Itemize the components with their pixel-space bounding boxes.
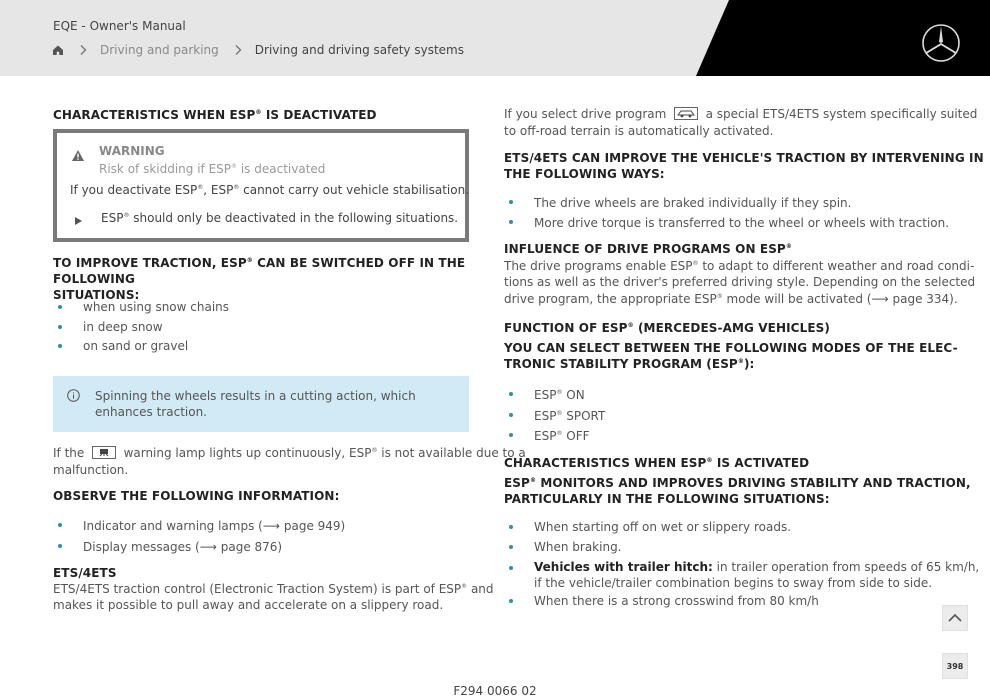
brand-panel <box>0 0 990 76</box>
list-item: on sand or gravel <box>53 337 229 357</box>
list-item: When there is a strong crosswind from 80 km/h <box>504 592 979 612</box>
drive-program-paragraph: If you select drive program a special ETS/4ETS system specifically suited to off-road terrain is automatically activated. <box>504 107 978 138</box>
heading-esp-activated: CHARACTERISTICS WHEN ESP® IS ACTIVATED <box>504 456 810 470</box>
warning-text: If you deactivate ESP®, ESP® cannot carry out vehicle stabilisation. <box>70 183 470 197</box>
scroll-to-top-button[interactable] <box>942 605 968 631</box>
warning-subtitle: Risk of skidding if ESP® is deactivated <box>99 162 326 176</box>
situations-list <box>53 298 229 357</box>
breadcrumb-item-current: Driving and driving safety systems <box>254 43 464 57</box>
ets-paragraph: ETS/4ETS traction control (Electronic Traction System) is part of ESP® and makes it possible to pull away and accelerate on a slippery road. <box>53 582 494 612</box>
info-icon <box>67 389 80 402</box>
heading-ets-improve: ETS/4ETS CAN IMPROVE THE VEHICLE'S TRACTION BY INTERVENING IN THE FOLLOWING WAYS: <box>504 151 984 181</box>
list-item[interactable]: Indicator and warning lamps (⟶ page 949) <box>53 516 345 537</box>
heading-esp-deactivated: CHARACTERISTICS WHEN ESP® IS DEACTIVATED <box>53 108 377 122</box>
heading-influence-drive-programs: INFLUENCE OF DRIVE PROGRAMS ON ESP® <box>504 242 792 256</box>
esp-modes-list <box>504 385 605 447</box>
heading-observe-information: OBSERVE THE FOLLOWING INFORMATION: <box>53 489 340 503</box>
warning-box <box>53 129 469 242</box>
chevron-up-icon <box>943 606 967 630</box>
list-item: The drive wheels are braked individually if they spin. <box>504 193 949 213</box>
header-bar <box>0 0 990 76</box>
info-text: Spinning the wheels results in a cutting action, which enhances traction. <box>95 389 416 419</box>
warning-title: WARNING <box>99 144 165 158</box>
heading-esp-monitors: ESP® MONITORS AND IMPROVES DRIVING STABILITY AND TRACTION, PARTICULARLY IN THE FOLLOWING SITUATIONS: <box>504 476 971 506</box>
list-item: When braking. <box>504 538 979 558</box>
warning-lamp-paragraph: If the warning lamp lights up continuously, ESP® is not available due to a malfunction. <box>53 446 526 477</box>
list-item: ESP® ON <box>504 385 605 406</box>
warning-triangle-icon <box>71 149 85 162</box>
heading-improve-traction: TO IMPROVE TRACTION, ESP® CAN BE SWITCHED OFF IN THE FOLLOWING SITUATIONS: <box>53 256 466 302</box>
observe-list <box>53 516 345 557</box>
heading-select-modes: YOU CAN SELECT BETWEEN THE FOLLOWING MODES OF THE ELEC- TRONIC STABILITY PROGRAM (ESP®): <box>504 341 958 371</box>
heading-ets: ETS/4ETS <box>53 566 117 580</box>
figure-code: F294 0066 02 <box>453 684 537 698</box>
list-item: in deep snow <box>53 318 229 338</box>
heading-function-esp-amg: FUNCTION OF ESP® (MERCEDES-AMG VEHICLES) <box>504 321 830 335</box>
offroad-drive-program-icon <box>674 107 698 120</box>
list-item: ESP® SPORT <box>504 406 605 427</box>
list-item: when using snow chains <box>53 298 229 318</box>
list-item: ESP® OFF <box>504 426 605 447</box>
influence-paragraph: The drive programs enable ESP® to adapt to different weather and road condi- tions as well as the driver's preferred driving style. Depending on the selected drive program, the appropriate ESP® mode will be activated (⟶ page 334). <box>504 259 976 306</box>
mercedes-star-logo <box>921 23 961 63</box>
list-item[interactable]: Display messages (⟶ page 876) <box>53 537 345 558</box>
action-arrow-icon <box>75 217 82 225</box>
breadcrumb-item-driving-and-parking[interactable]: Driving and parking <box>100 43 219 57</box>
info-box <box>53 376 469 432</box>
activated-situations-list <box>504 518 979 612</box>
document-title: EQE - Owner's Manual <box>53 19 186 33</box>
list-item: When starting off on wet or slippery roads. <box>504 518 979 538</box>
traction-ways-list <box>504 193 949 233</box>
esp-warning-lamp-icon <box>92 446 116 459</box>
page-number-badge[interactable]: 398 <box>942 653 968 679</box>
list-item: More drive torque is transferred to the wheel or wheels with traction. <box>504 213 949 233</box>
warning-action-step: ESP® should only be deactivated in the following situations. <box>101 211 459 225</box>
list-item: Vehicles with trailer hitch: in trailer operation from speeds of 65 km/h, if the vehicle/trailer combination begins to sway from side to side. <box>504 559 979 591</box>
